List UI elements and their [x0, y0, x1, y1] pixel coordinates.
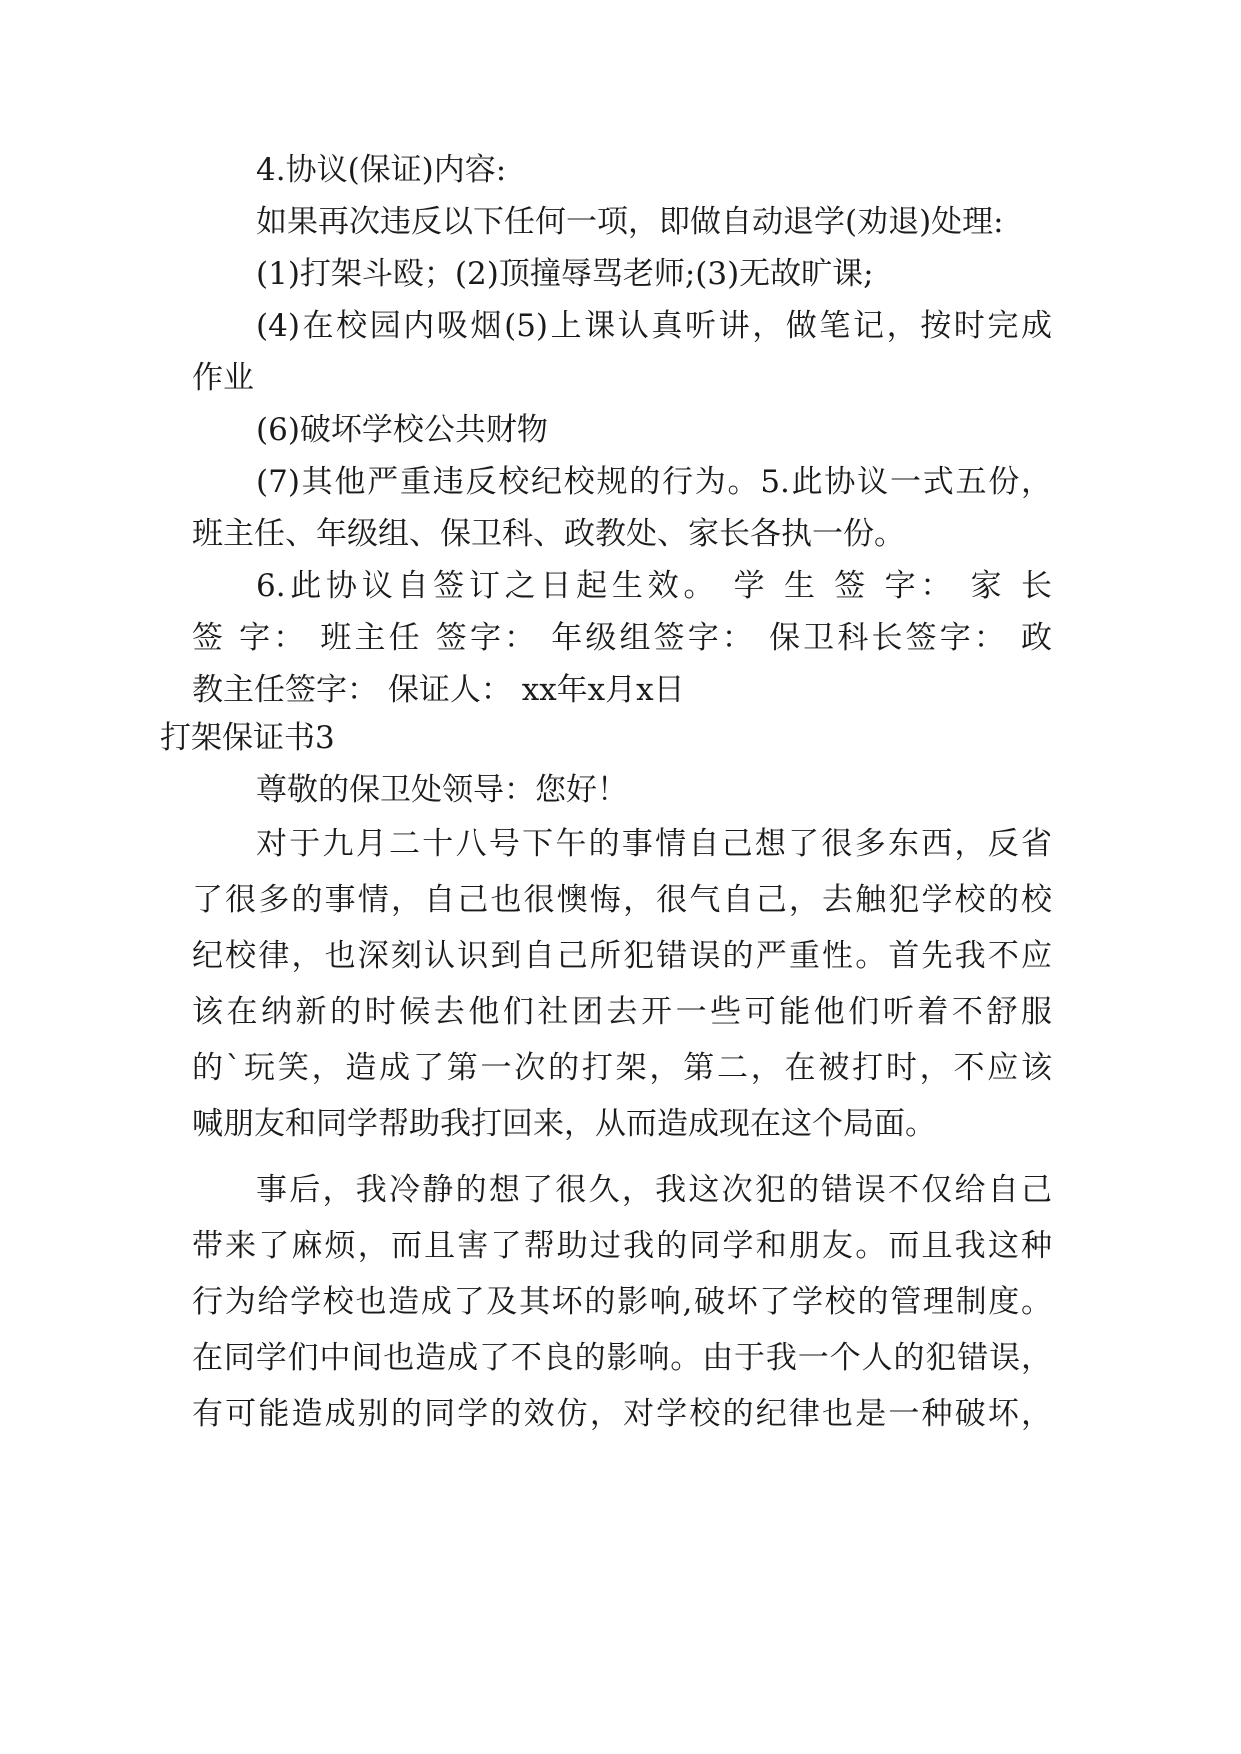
agreement-copies: 班主任、年级组、保卫科、政教处、家长各执一份。 — [192, 516, 905, 552]
agreement-intro: 如果再次违反以下任何一项，即做自动退学(劝退)处理: — [256, 204, 1004, 240]
agreement-item-4: 4.协议(保证)内容: — [256, 152, 507, 188]
section-title: 打架保证书3 — [160, 720, 335, 756]
paragraph-2-line-5: 有可能造成别的同学的效仿，对学校的纪律也是一种破坏， — [192, 1396, 1052, 1432]
agreement-items-4-5-continued: 作业 — [192, 360, 254, 396]
letter-salutation: 尊敬的保卫处领导：您好！ — [256, 772, 628, 808]
agreement-effective: 6.此协议自签订之日起生效。 学 生 签 字： 家 长 — [256, 568, 1052, 604]
signature-fields: 签 字： 班主任 签字： 年级组签字： 保卫科长签字： 政 — [192, 620, 1052, 656]
agreement-item-7: (7)其他严重违反校纪校规的行为。5.此协议一式五份， — [256, 464, 1052, 500]
agreement-item-6: (6)破坏学校公共财物 — [256, 412, 548, 448]
paragraph-1-line-6: 喊朋友和同学帮助我打回来，从而造成现在这个局面。 — [192, 1106, 936, 1142]
paragraph-2-line-4: 在同学们中间也造成了不良的影响。由于我一个人的犯错误， — [192, 1340, 1052, 1376]
paragraph-1-line-5: 的`玩笑，造成了第一次的打架，第二，在被打时，不应该 — [192, 1050, 1052, 1086]
paragraph-2-line-2: 带来了麻烦，而且害了帮助过我的同学和朋友。而且我这种 — [192, 1228, 1052, 1264]
agreement-items-1-3: (1)打架斗殴；(2)顶撞辱骂老师;(3)无故旷课; — [256, 256, 874, 292]
agreement-items-4-5: (4)在校园内吸烟(5)上课认真听讲，做笔记，按时完成 — [256, 308, 1052, 344]
paragraph-2-line-1: 事后，我冷静的想了很久，我这次犯的错误不仅给自己 — [256, 1172, 1052, 1208]
paragraph-1-line-2: 了很多的事情，自己也很懊悔，很气自己，去触犯学校的校 — [192, 882, 1052, 918]
paragraph-1-line-4: 该在纳新的时候去他们社团去开一些可能他们听着不舒服 — [192, 994, 1052, 1030]
paragraph-1-line-3: 纪校律，也深刻认识到自己所犯错误的严重性。首先我不应 — [192, 938, 1052, 974]
paragraph-1-line-1: 对于九月二十八号下午的事情自己想了很多东西，反省 — [256, 826, 1052, 862]
signature-fields-continued: 教主任签字： 保证人： xx年x月x日 — [192, 672, 685, 708]
paragraph-2-line-3: 行为给学校也造成了及其坏的影响,破坏了学校的管理制度。 — [192, 1284, 1052, 1320]
